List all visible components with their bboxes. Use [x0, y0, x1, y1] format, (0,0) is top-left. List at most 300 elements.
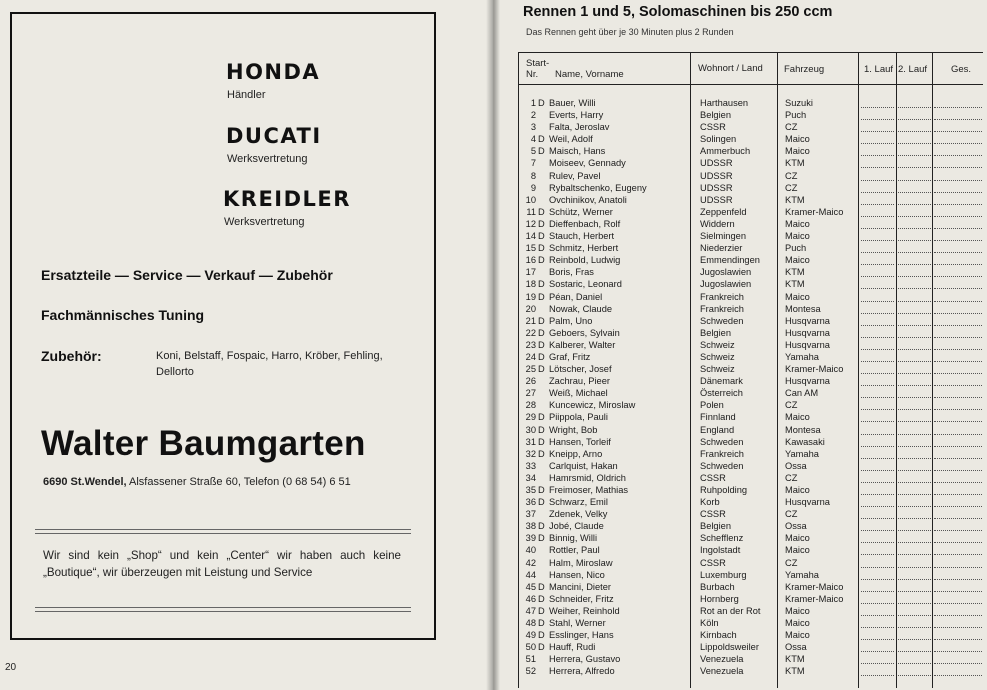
run-2-entry[interactable] [898, 228, 931, 229]
total-entry[interactable] [934, 458, 982, 459]
total-entry[interactable] [934, 204, 982, 205]
brand-kreidler: KREIDLER [223, 187, 351, 211]
start-number: 24 [525, 351, 536, 362]
total-entry[interactable] [934, 421, 982, 422]
start-number: 27 [525, 388, 536, 399]
start-number: 34 [525, 472, 536, 483]
rider-name: Halm, Miroslaw [549, 557, 613, 568]
rider-home: Widdern [700, 218, 735, 229]
run-2-entry[interactable] [898, 325, 931, 326]
table-row [493, 424, 987, 436]
run-2-entry[interactable] [898, 276, 931, 277]
total-entry[interactable] [934, 276, 982, 277]
run-1-entry[interactable] [861, 434, 894, 435]
run-2-entry[interactable] [898, 119, 931, 120]
rider-home: UDSSR [700, 158, 733, 169]
rider-home: Schweden [700, 460, 744, 471]
total-entry[interactable] [934, 155, 982, 156]
total-entry[interactable] [934, 216, 982, 217]
run-1-entry[interactable] [861, 458, 894, 459]
start-number: 9 [530, 182, 536, 193]
start-number: 45 [525, 581, 536, 592]
run-1-entry[interactable] [861, 518, 894, 519]
rider-home: Burbach [700, 581, 735, 592]
table-row [493, 472, 987, 484]
total-entry[interactable] [934, 409, 982, 410]
rider-name: Weiß, Michael [549, 388, 608, 399]
run-1-entry[interactable] [861, 204, 894, 205]
run-2-entry[interactable] [898, 397, 931, 398]
run-1-entry[interactable] [861, 276, 894, 277]
total-entry[interactable] [934, 325, 982, 326]
total-entry[interactable] [934, 349, 982, 350]
start-number: 28 [525, 400, 536, 411]
total-entry[interactable] [934, 143, 982, 144]
table-row [493, 121, 987, 133]
run-1-entry[interactable] [861, 651, 894, 652]
nation-flag-d: D [538, 351, 545, 362]
run-2-entry[interactable] [898, 603, 931, 604]
rider-name: Dieffenbach, Rolf [549, 218, 621, 229]
rider-home: Finnland [700, 412, 736, 423]
run-1-entry[interactable] [861, 627, 894, 628]
rider-vehicle: CZ [785, 472, 798, 483]
total-entry[interactable] [934, 240, 982, 241]
run-2-entry[interactable] [898, 639, 931, 640]
total-entry[interactable] [934, 542, 982, 543]
run-1-entry[interactable] [861, 603, 894, 604]
rider-name: Rottler, Paul [549, 545, 600, 556]
rider-home: Solingen [700, 134, 737, 145]
total-entry[interactable] [934, 264, 982, 265]
run-1-entry[interactable] [861, 385, 894, 386]
rider-home: UDSSR [700, 170, 733, 181]
table-row [493, 339, 987, 351]
total-entry[interactable] [934, 470, 982, 471]
start-number: 26 [525, 376, 536, 387]
run-2-entry[interactable] [898, 434, 931, 435]
total-entry[interactable] [934, 337, 982, 338]
run-1-entry[interactable] [861, 639, 894, 640]
table-row [493, 387, 987, 399]
total-entry[interactable] [934, 119, 982, 120]
table-row [493, 665, 987, 677]
run-2-entry[interactable] [898, 409, 931, 410]
start-number: 42 [525, 557, 536, 568]
rider-vehicle: Maico [785, 533, 810, 544]
run-1-entry[interactable] [861, 216, 894, 217]
run-1-entry[interactable] [861, 470, 894, 471]
table-row [493, 133, 987, 145]
run-1-entry[interactable] [861, 361, 894, 362]
total-entry[interactable] [934, 627, 982, 628]
total-entry[interactable] [934, 494, 982, 495]
rider-name: Wright, Bob [549, 424, 598, 435]
start-number: 29 [525, 412, 536, 423]
total-entry[interactable] [934, 675, 982, 676]
run-2-entry[interactable] [898, 470, 931, 471]
address-city: 6690 St.Wendel, [43, 476, 127, 488]
rider-vehicle: Maico [785, 134, 810, 145]
run-1-entry[interactable] [861, 264, 894, 265]
run-1-entry[interactable] [861, 107, 894, 108]
run-1-entry[interactable] [861, 143, 894, 144]
run-2-entry[interactable] [898, 155, 931, 156]
run-1-entry[interactable] [861, 530, 894, 531]
run-1-entry[interactable] [861, 119, 894, 120]
rider-home: Jugoslawien [700, 279, 752, 290]
start-number: 39 [525, 533, 536, 544]
rider-name: Jobé, Claude [549, 521, 604, 532]
run-1-entry[interactable] [861, 663, 894, 664]
run-2-entry[interactable] [898, 591, 931, 592]
run-2-entry[interactable] [898, 264, 931, 265]
run-1-entry[interactable] [861, 421, 894, 422]
run-1-entry[interactable] [861, 313, 894, 314]
start-number: 50 [525, 642, 536, 653]
rider-name: Rulev, Pavel [549, 170, 601, 181]
total-entry[interactable] [934, 252, 982, 253]
rider-home: Frankreich [700, 448, 744, 459]
rider-name: Schwarz, Emil [549, 497, 608, 508]
total-entry[interactable] [934, 373, 982, 374]
start-number: 49 [525, 630, 536, 641]
table-row [493, 557, 987, 569]
rider-vehicle: Husqvarna [785, 339, 830, 350]
rider-vehicle: Montesa [785, 424, 821, 435]
table-row [493, 581, 987, 593]
table-row [493, 182, 987, 194]
start-number: 18 [525, 279, 536, 290]
run-1-entry[interactable] [861, 591, 894, 592]
run-2-entry[interactable] [898, 192, 931, 193]
rider-name: Weiher, Reinhold [549, 605, 620, 616]
run-2-entry[interactable] [898, 579, 931, 580]
rider-name: Hansen, Torleif [549, 436, 611, 447]
rider-name: Esslinger, Hans [549, 630, 614, 641]
start-number: 5 [530, 146, 536, 157]
nation-flag-d: D [538, 364, 545, 375]
rider-vehicle: KTM [785, 279, 805, 290]
rider-name: Graf, Fritz [549, 351, 591, 362]
table-row [493, 653, 987, 665]
run-1-entry[interactable] [861, 506, 894, 507]
table-row [493, 629, 987, 641]
total-entry[interactable] [934, 131, 982, 132]
rider-vehicle: Montesa [785, 303, 821, 314]
rider-vehicle: CZ [785, 170, 798, 181]
rider-name: Freimoser, Mathias [549, 485, 629, 495]
rider-name: Hamrsmid, Oldrich [549, 472, 626, 483]
rider-vehicle: Ossa [785, 460, 807, 471]
rider-name: Kuncewicz, Miroslaw [549, 400, 636, 411]
run-2-entry[interactable] [898, 458, 931, 459]
rider-name: Ovchinikov, Anatoli [549, 194, 627, 205]
run-1-entry[interactable] [861, 615, 894, 616]
divider-top [35, 529, 411, 534]
run-2-entry[interactable] [898, 554, 931, 555]
nation-flag-d: D [538, 412, 545, 423]
run-2-entry[interactable] [898, 567, 931, 568]
rider-name: Weil, Adolf [549, 134, 593, 145]
run-1-entry[interactable] [861, 579, 894, 580]
run-2-entry[interactable] [898, 301, 931, 302]
rider-home: CSSR [700, 557, 726, 568]
table-row [493, 242, 987, 254]
brand-kreidler-subtitle: Werksvertretung [224, 216, 305, 228]
run-1-entry[interactable] [861, 167, 894, 168]
run-1-entry[interactable] [861, 337, 894, 338]
run-2-entry[interactable] [898, 361, 931, 362]
nation-flag-d: D [538, 339, 545, 350]
rider-home: UDSSR [700, 182, 733, 193]
total-entry[interactable] [934, 603, 982, 604]
total-entry[interactable] [934, 567, 982, 568]
start-number: 10 [525, 194, 536, 205]
table-row [493, 544, 987, 556]
total-entry[interactable] [934, 518, 982, 519]
nation-flag-d: D [538, 581, 545, 592]
tuning-line: Fachmännisches Tuning [41, 307, 205, 323]
rider-vehicle: Maico [785, 605, 810, 616]
run-1-entry[interactable] [861, 301, 894, 302]
run-2-entry[interactable] [898, 651, 931, 652]
nation-flag-d: D [538, 630, 545, 641]
rider-vehicle: Maico [785, 218, 810, 229]
rider-home: Jugoslawien [700, 267, 752, 278]
total-entry[interactable] [934, 167, 982, 168]
run-2-entry[interactable] [898, 615, 931, 616]
start-number: 46 [525, 593, 536, 604]
run-1-entry[interactable] [861, 131, 894, 132]
run-2-entry[interactable] [898, 167, 931, 168]
run-2-entry[interactable] [898, 373, 931, 374]
run-1-entry[interactable] [861, 180, 894, 181]
table-row [493, 399, 987, 411]
run-2-entry[interactable] [898, 494, 931, 495]
run-1-entry[interactable] [861, 252, 894, 253]
total-entry[interactable] [934, 591, 982, 592]
run-2-entry[interactable] [898, 143, 931, 144]
total-entry[interactable] [934, 663, 982, 664]
start-number: 2 [530, 110, 536, 121]
table-row [493, 448, 987, 460]
total-entry[interactable] [934, 361, 982, 362]
total-entry[interactable] [934, 482, 982, 483]
total-entry[interactable] [934, 107, 982, 108]
rider-home: CSSR [700, 122, 726, 133]
total-entry[interactable] [934, 228, 982, 229]
rider-name: Herrera, Gustavo [549, 654, 621, 665]
run-2-entry[interactable] [898, 240, 931, 241]
start-number: 20 [525, 303, 536, 314]
run-2-entry[interactable] [898, 131, 931, 132]
rider-vehicle: Yamaha [785, 351, 819, 362]
header-start-nr: Start- Nr. [526, 58, 550, 80]
nation-flag-d: D [538, 605, 545, 616]
total-entry[interactable] [934, 651, 982, 652]
run-1-entry[interactable] [861, 446, 894, 447]
total-entry[interactable] [934, 313, 982, 314]
run-2-entry[interactable] [898, 180, 931, 181]
rider-name: Schneider, Fritz [549, 593, 614, 604]
run-2-entry[interactable] [898, 542, 931, 543]
total-entry[interactable] [934, 554, 982, 555]
address-street-phone: Alsfassener Straße 60, Telefon (0 68 54) 6 51 [126, 476, 351, 488]
start-number: 48 [525, 618, 536, 629]
rider-name: Binnig, Willi [549, 533, 598, 544]
run-1-entry[interactable] [861, 288, 894, 289]
rider-home: Luxemburg [700, 569, 747, 580]
start-number: 31 [525, 436, 536, 447]
rider-vehicle: Maico [785, 291, 810, 302]
rider-name: Piippola, Pauli [549, 412, 608, 423]
rider-home: Venezuela [700, 654, 744, 665]
table-row [493, 375, 987, 387]
rider-home: Schweiz [700, 339, 735, 350]
total-entry[interactable] [934, 180, 982, 181]
run-1-entry[interactable] [861, 409, 894, 410]
total-entry[interactable] [934, 639, 982, 640]
rider-vehicle: Suzuki [785, 98, 813, 108]
run-2-entry[interactable] [898, 627, 931, 628]
start-number: 17 [525, 267, 536, 278]
rider-vehicle: Husqvarna [785, 315, 830, 326]
run-1-entry[interactable] [861, 554, 894, 555]
start-number: 4 [530, 134, 536, 145]
run-1-entry[interactable] [861, 192, 894, 193]
rider-home: Frankreich [700, 303, 744, 314]
run-1-entry[interactable] [861, 567, 894, 568]
run-2-entry[interactable] [898, 482, 931, 483]
run-1-entry[interactable] [861, 349, 894, 350]
rider-home: Ruhpolding [700, 485, 748, 495]
table-row [493, 218, 987, 230]
table-row [493, 230, 987, 242]
page-number: 20 [5, 662, 17, 673]
table-row [493, 157, 987, 169]
rider-name: Everts, Harry [549, 110, 604, 121]
table-row [493, 411, 987, 423]
brand-honda: HONDA [226, 60, 321, 84]
company-name: Walter Baumgarten [41, 424, 366, 463]
header-run-2: 2. Lauf [898, 64, 928, 75]
rider-vehicle: KTM [785, 654, 805, 665]
run-2-entry[interactable] [898, 107, 931, 108]
rider-home: Sielmingen [700, 231, 746, 242]
nation-flag-d: D [538, 642, 545, 653]
nation-flag-d: D [538, 231, 545, 242]
run-2-entry[interactable] [898, 288, 931, 289]
total-entry[interactable] [934, 385, 982, 386]
run-2-entry[interactable] [898, 675, 931, 676]
nation-flag-d: D [538, 497, 545, 508]
rider-name: Schmitz, Herbert [549, 243, 619, 254]
run-1-entry[interactable] [861, 155, 894, 156]
total-entry[interactable] [934, 434, 982, 435]
run-2-entry[interactable] [898, 204, 931, 205]
total-entry[interactable] [934, 530, 982, 531]
run-1-entry[interactable] [861, 228, 894, 229]
accessories-list: Koni, Belstaff, Fospaic, Harro, Kröber, Fehling, Dellorto [156, 350, 383, 378]
run-2-entry[interactable] [898, 337, 931, 338]
run-1-entry[interactable] [861, 397, 894, 398]
run-2-entry[interactable] [898, 506, 931, 507]
run-1-entry[interactable] [861, 542, 894, 543]
run-2-entry[interactable] [898, 421, 931, 422]
total-entry[interactable] [934, 397, 982, 398]
rider-home: Ammerbuch [700, 146, 751, 157]
start-number: 14 [525, 231, 536, 242]
rider-vehicle: CZ [785, 509, 798, 520]
rider-home: Belgien [700, 110, 732, 121]
rider-home: Schweiz [700, 364, 735, 375]
rider-name: Moiseev, Gennady [549, 158, 626, 169]
run-1-entry[interactable] [861, 494, 894, 495]
table-row [493, 266, 987, 278]
total-entry[interactable] [934, 506, 982, 507]
run-2-entry[interactable] [898, 530, 931, 531]
start-number: 32 [525, 448, 536, 459]
rider-vehicle: Yamaha [785, 569, 819, 580]
run-2-entry[interactable] [898, 313, 931, 314]
rider-home: Köln [700, 618, 719, 629]
run-2-entry[interactable] [898, 385, 931, 386]
total-entry[interactable] [934, 446, 982, 447]
table-row [493, 484, 987, 496]
run-2-entry[interactable] [898, 446, 931, 447]
total-entry[interactable] [934, 192, 982, 193]
run-1-entry[interactable] [861, 373, 894, 374]
rider-vehicle: KTM [785, 267, 805, 278]
run-2-entry[interactable] [898, 252, 931, 253]
run-2-entry[interactable] [898, 216, 931, 217]
rider-name: Mancini, Dieter [549, 581, 612, 592]
nation-flag-d: D [538, 243, 545, 254]
rider-vehicle: Ossa [785, 521, 807, 532]
start-number: 23 [525, 339, 536, 350]
run-1-entry[interactable] [861, 482, 894, 483]
run-2-entry[interactable] [898, 518, 931, 519]
accessories-label: Zubehör: [41, 348, 102, 364]
start-number: 36 [525, 497, 536, 508]
table-row [493, 145, 987, 157]
services-line: Ersatzteile — Service — Verkauf — Zubehör [41, 267, 333, 283]
total-entry[interactable] [934, 615, 982, 616]
run-1-entry[interactable] [861, 675, 894, 676]
total-entry[interactable] [934, 288, 982, 289]
start-number: 11 [526, 206, 536, 217]
left-page-advertisement [0, 0, 493, 690]
nation-flag-d: D [538, 618, 545, 629]
rider-name: Hansen, Nico [549, 569, 605, 580]
header-total: Ges. [951, 64, 972, 75]
rider-home: Schweden [700, 436, 744, 447]
nation-flag-d: D [538, 327, 545, 338]
total-entry[interactable] [934, 301, 982, 302]
rider-home: CSSR [700, 509, 726, 520]
table-row [493, 303, 987, 315]
rider-home: Frankreich [700, 291, 744, 302]
start-number: 38 [525, 521, 536, 532]
run-2-entry[interactable] [898, 663, 931, 664]
run-2-entry[interactable] [898, 349, 931, 350]
total-entry[interactable] [934, 579, 982, 580]
run-1-entry[interactable] [861, 325, 894, 326]
rider-vehicle: Kawasaki [785, 436, 825, 447]
rider-name: Falta, Jeroslav [549, 122, 610, 133]
run-1-entry[interactable] [861, 240, 894, 241]
